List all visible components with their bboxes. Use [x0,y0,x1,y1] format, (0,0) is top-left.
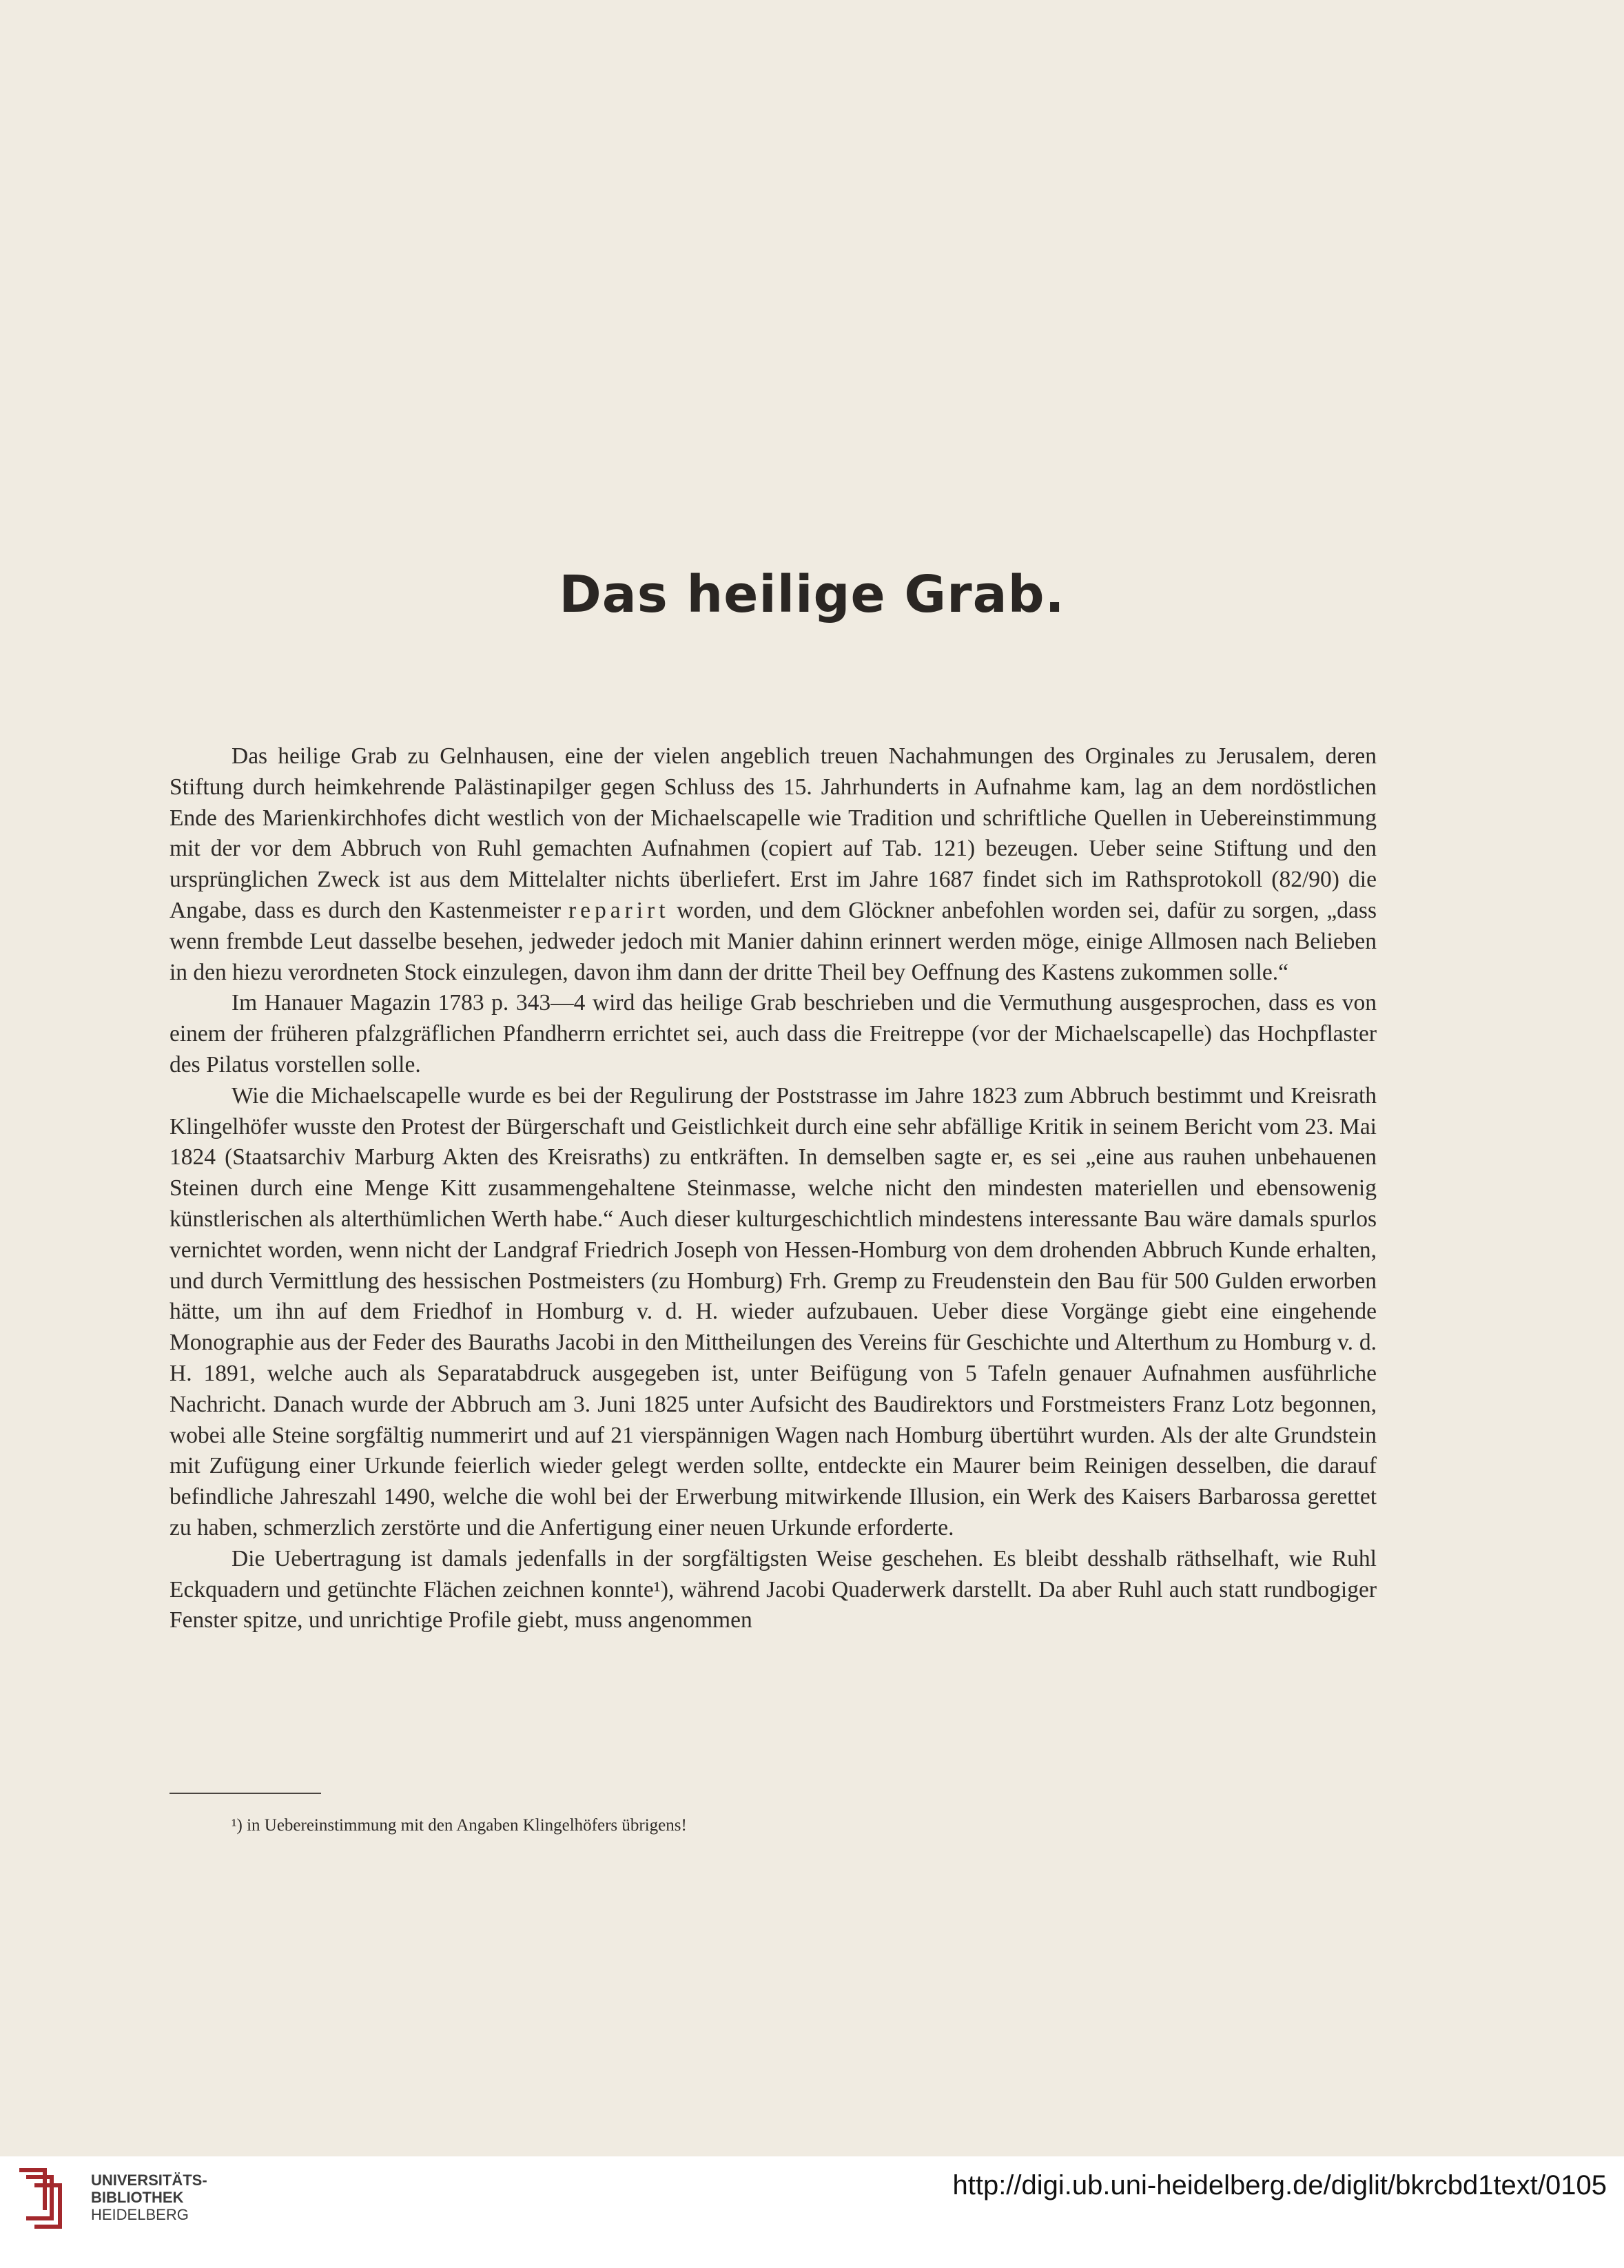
permalink-url[interactable]: http://digi.ub.uni-heidelberg.de/diglit/bkrcbd1text/0105 [952,2170,1607,2200]
footnote: ¹) in Uebereinstimmung mit den Angaben Klingelhöfers übrigens! [232,1816,687,1835]
library-logo-icon[interactable] [14,2163,83,2232]
paragraph-2: Im Hanauer Magazin 1783 p. 343—4 wird das heilige Grab beschrieben und die Vermuthung ausgesprochen, dass es von einem der früheren pfalzgräflichen Pfandherrn errichtet sei, auch dass die Freitreppe (vor der Michaelscapelle) das Hochpflaster des Pilatus vorstellen solle. [169,990,1377,1078]
library-name-line2: BIBLIOTHEK [91,2189,184,2206]
library-name-line3: HEIDELBERG [91,2206,189,2223]
footnote-rule [169,1793,321,1794]
library-footer [0,2156,1624,2268]
paragraph-1-text-a: Das heilige Grab zu Gelnhausen, eine der vielen angeblich treuen Nachahmungen des Orginales zu Jerusalem, deren Stiftung durch heimkehrende Palästinapilger gegen Schluss des 15. Jahrhunderts in Aufnahme kam, lag an dem nordöstlichen Ende des Marienkirchhofes dicht westlich von der Michaelscapelle wie Tradition und schriftliche Quellen in Uebereinstimmung mit der vor dem Abbruch von Ruhl gemachten Aufnahmen (copiert auf Tab. 121) bezeugen. Ueber seine Stiftung und den ursprünglichen Zweck ist aus dem Mittelalter nichts überliefert. Erst im Jahre 1687 findet sich im Rathsprotokoll (82/90) die Angabe, dass es durch den Kastenmeister [169,743,1377,923]
article-body [169,741,1377,1636]
paragraph-4: Die Uebertragung ist damals jedenfalls in der sorgfältigsten Weise geschehen. Es bleibt desshalb räthselhaft, wie Ruhl Eckquadern und getünchte Flächen zeichnen konnte¹), während Jacobi Quaderwerk darstellt. Da aber Ruhl auch statt rundbogiger Fenster spitze, und unrichtige Profile giebt, muss angenommen [169,1545,1377,1633]
paragraph-1 [169,741,1377,988]
library-name[interactable] [91,2172,207,2223]
page-title: Das heilige Grab. [559,565,1065,624]
paragraph-3: Wie die Michaelscapelle wurde es bei der Regulirung der Poststrasse im Jahre 1823 zum Abbruch bestimmt und Kreisrath Klingelhöfer wusste den Protest der Bürgerschaft und Geistlichkeit durch eine sehr abfällige Kritik in seinem Bericht vom 23. Mai 1824 (Staatsarchiv Marburg Akten des Kreisraths) zu entkräften. In demselben sagte er, es sei „eine aus rauhen unbehauenen Steinen durch eine Menge Kitt zusammengehaltene Steinmasse, welche nicht den mindesten materiellen und ebensowenig künstlerischen als alterthümlichen Werth habe.“ Auch dieser kulturgeschichtlich mindestens interessante Bau wäre damals spurlos vernichtet worden, wenn nicht der Landgraf Friedrich Joseph von Hessen-Homburg von dem drohenden Abbruch Kunde erhalten, und durch Vermittlung des hessischen Postmeisters (zu Homburg) Frh. Gremp zu Freudenstein den Bau für 500 Gulden erworben hätte, um ihn auf dem Friedhof in Homburg v. d. H. wieder aufzubauen. Ueber diese Vorgänge giebt eine eingehende Monographie aus der Feder des Bauraths Jacobi in den Mittheilungen des Vereins für Geschichte und Alterthum zu Homburg v. d. H. 1891, welche auch als Separatabdruck ausgegeben ist, unter Beifügung von 5 Tafeln genauer Aufnahmen ausführliche Nachricht. Danach wurde der Abbruch am 3. Juni 1825 unter Aufsicht des Baudirektors und Forstmeisters Franz Lotz begonnen, wobei alle Steine sorgfältig nummerirt und auf 21 vierspännigen Wagen nach Homburg übertührt wurden. Als der alte Grundstein mit Zufügung einer Urkunde feierlich wieder gelegt werden sollte, entdeckte ein Maurer beim Reinigen desselben, die darauf befindliche Jahreszahl 1490, welche die wohl bei der Erwerbung mitwirkende Illusion, ein Werk des Kaisers Barbarossa gerettet zu haben, schmerzlich zerstörte und die Anfertigung einer neuen Urkunde erforderte. [169,1082,1377,1540]
library-name-line1: UNIVERSITÄTS- [91,2172,207,2189]
paragraph-1-spaced-word: reparirt [568,897,670,923]
paragraph-1-text-b: worden, und dem Glöckner anbefohlen worden sei, dafür zu sorgen, „dass wenn frembde Leut dasselbe besehen, jedweder jedoch mit Manier dahinn erinnert werden möge, einige Allmosen nach Belieben in den hiezu verordneten Stock einzulegen, davon ihm dann der dritte Theil bey Oeffnung des Kastens zukommen solle.“ [169,897,1377,985]
